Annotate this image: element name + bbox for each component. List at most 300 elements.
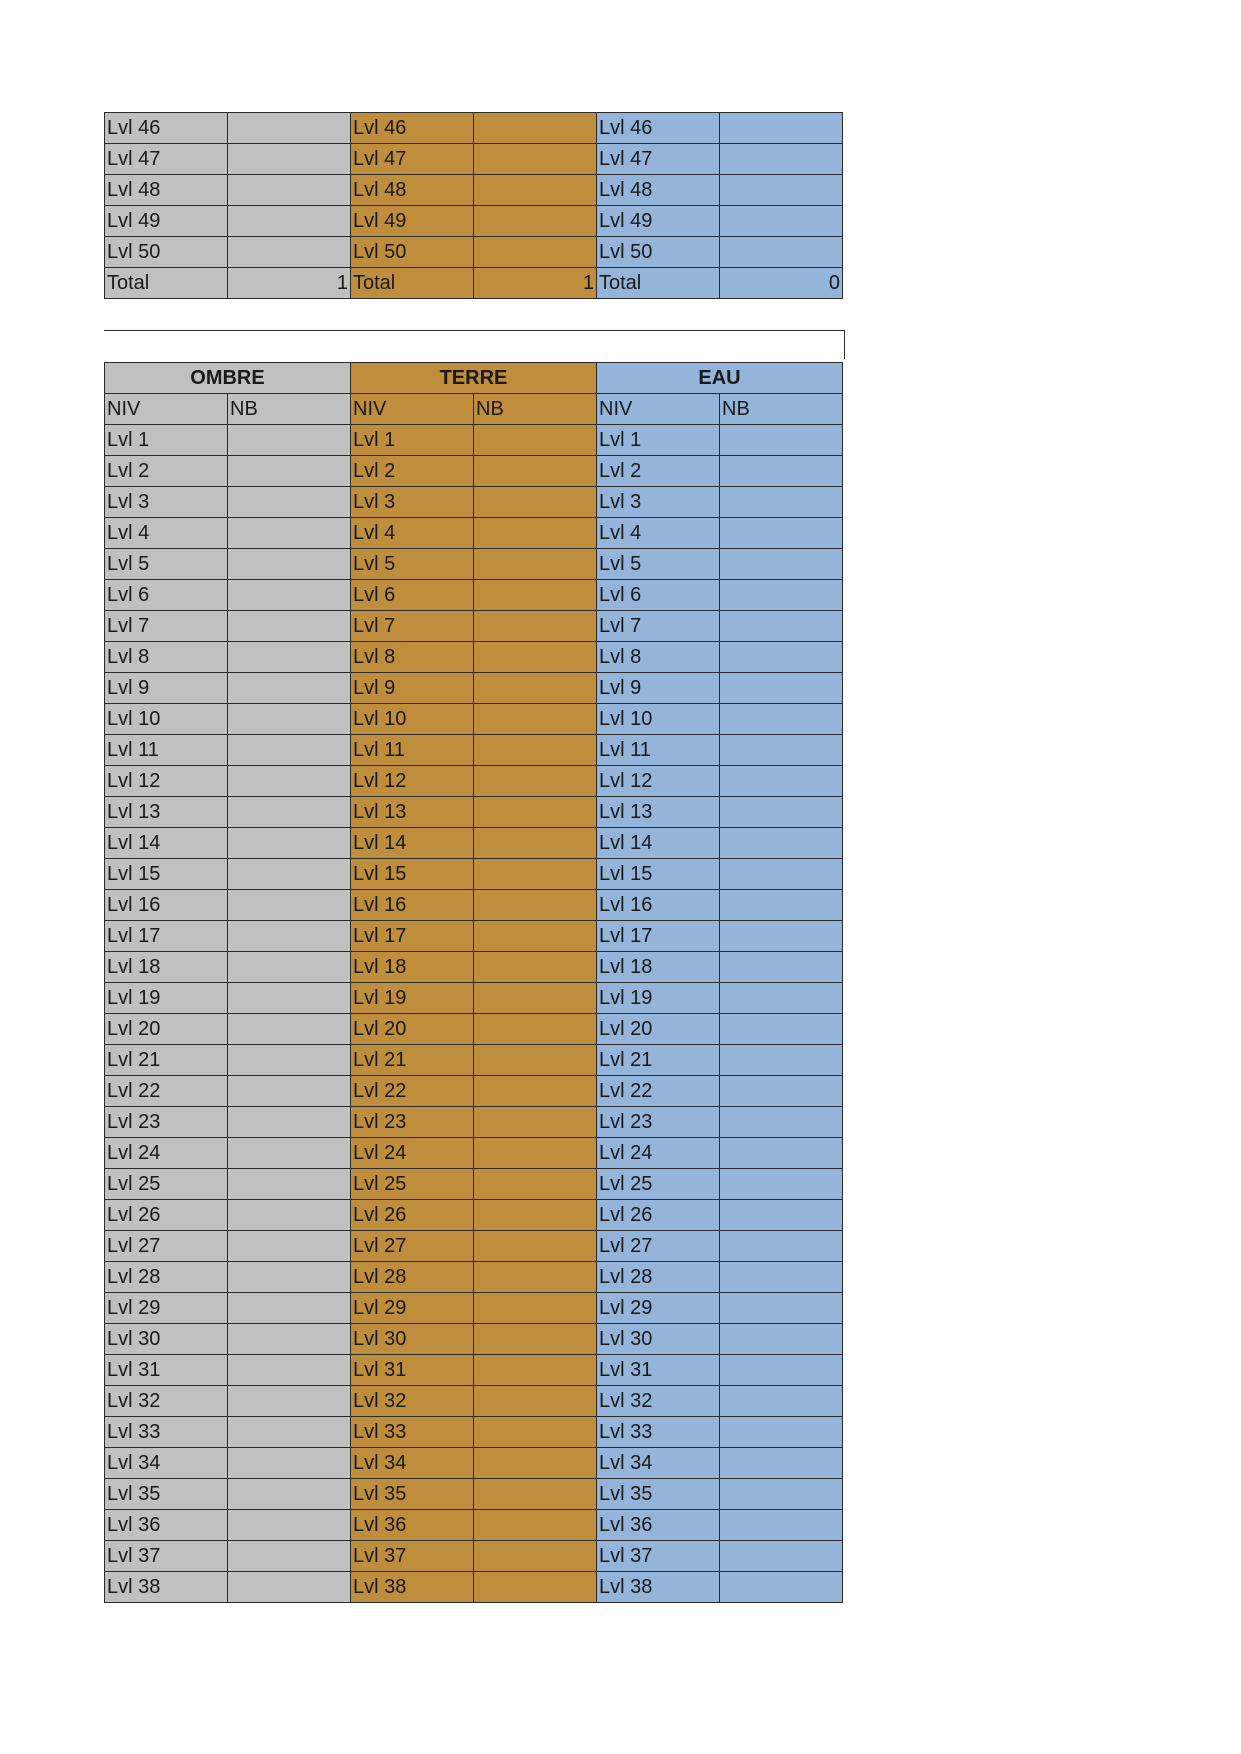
terre-nb-cell[interactable] (474, 1324, 597, 1355)
eau-niv-cell[interactable]: Lvl 33 (597, 1417, 720, 1448)
terre-niv-cell[interactable]: Lvl 35 (351, 1479, 474, 1510)
terre-niv-cell[interactable]: Lvl 11 (351, 735, 474, 766)
ombre-nb-cell[interactable] (228, 952, 351, 983)
terre-nb-cell[interactable] (474, 456, 597, 487)
ombre-nb-cell[interactable] (228, 425, 351, 456)
eau-niv-cell[interactable]: Lvl 1 (597, 425, 720, 456)
terre-niv-cell[interactable]: Lvl 27 (351, 1231, 474, 1262)
ombre-niv-cell[interactable]: Lvl 32 (105, 1386, 228, 1417)
eau-nb-cell[interactable] (720, 113, 843, 144)
terre-niv-header: NIV (351, 394, 474, 425)
group-header-terre: TERRE (351, 363, 597, 394)
terre-niv-cell[interactable]: Lvl 2 (351, 456, 474, 487)
eau-niv-cell[interactable]: Lvl 8 (597, 642, 720, 673)
ombre-nb-cell[interactable] (228, 1324, 351, 1355)
ombre-niv-cell[interactable]: Lvl 23 (105, 1107, 228, 1138)
terre-nb-cell[interactable] (474, 487, 597, 518)
terre-nb-cell[interactable] (474, 859, 597, 890)
ombre-nb-cell[interactable] (228, 797, 351, 828)
eau-niv-cell[interactable]: Lvl 38 (597, 1572, 720, 1603)
eau-nb-cell[interactable] (720, 797, 843, 828)
ombre-nb-cell[interactable] (228, 766, 351, 797)
terre-niv-cell[interactable]: Lvl 5 (351, 549, 474, 580)
terre-nb-cell[interactable] (474, 766, 597, 797)
eau-niv-cell[interactable]: Lvl 12 (597, 766, 720, 797)
table-row (105, 1510, 843, 1541)
eau-nb-cell[interactable] (720, 766, 843, 797)
terre-nb-cell[interactable] (474, 144, 597, 175)
terre-nb-cell[interactable] (474, 797, 597, 828)
eau-nb-cell[interactable] (720, 1479, 843, 1510)
eau-niv-cell[interactable]: Lvl 29 (597, 1293, 720, 1324)
group-header-ombre: OMBRE (105, 363, 351, 394)
ombre-nb-cell[interactable] (228, 1293, 351, 1324)
eau-nb-cell[interactable] (720, 921, 843, 952)
ombre-niv-cell[interactable]: Lvl 50 (105, 237, 228, 268)
eau-nb-cell[interactable] (720, 1138, 843, 1169)
terre-nb-cell[interactable] (474, 549, 597, 580)
table-row (105, 456, 843, 487)
terre-niv-cell[interactable]: Lvl 26 (351, 1200, 474, 1231)
terre-nb-cell[interactable] (474, 611, 597, 642)
table-row (105, 859, 843, 890)
ombre-nb-cell[interactable] (228, 237, 351, 268)
eau-nb-cell[interactable] (720, 1448, 843, 1479)
eau-niv-cell[interactable]: Lvl 15 (597, 859, 720, 890)
eau-nb-cell[interactable] (720, 206, 843, 237)
eau-niv-cell[interactable]: Lvl 48 (597, 175, 720, 206)
terre-nb-cell[interactable] (474, 1510, 597, 1541)
table-row (105, 487, 843, 518)
eau-niv-cell[interactable]: Lvl 18 (597, 952, 720, 983)
eau-nb-cell[interactable] (720, 1541, 843, 1572)
ombre-nb-cell[interactable] (228, 735, 351, 766)
terre-nb-cell[interactable] (474, 1107, 597, 1138)
terre-nb-cell[interactable] (474, 1045, 597, 1076)
terre-niv-cell[interactable]: Lvl 48 (351, 175, 474, 206)
terre-niv-cell[interactable]: Lvl 34 (351, 1448, 474, 1479)
terre-niv-cell[interactable]: Lvl 38 (351, 1572, 474, 1603)
ombre-nb-cell[interactable] (228, 175, 351, 206)
ombre-niv-cell[interactable]: Lvl 29 (105, 1293, 228, 1324)
terre-niv-cell[interactable]: Lvl 3 (351, 487, 474, 518)
table-row (105, 797, 843, 828)
table-row (105, 611, 843, 642)
terre-niv-cell[interactable]: Lvl 47 (351, 144, 474, 175)
terre-niv-cell[interactable]: Lvl 18 (351, 952, 474, 983)
terre-niv-cell[interactable]: Lvl 23 (351, 1107, 474, 1138)
eau-niv-cell[interactable]: Lvl 17 (597, 921, 720, 952)
ombre-nb-cell[interactable]: 1 (228, 268, 351, 299)
terre-nb-cell[interactable] (474, 1386, 597, 1417)
eau-niv-cell[interactable]: Lvl 30 (597, 1324, 720, 1355)
eau-niv-cell[interactable]: Lvl 16 (597, 890, 720, 921)
table-row (105, 1417, 843, 1448)
ombre-nb-cell[interactable] (228, 1169, 351, 1200)
terre-niv-cell[interactable]: Lvl 20 (351, 1014, 474, 1045)
terre-niv-cell[interactable]: Lvl 9 (351, 673, 474, 704)
ombre-nb-cell[interactable] (228, 1572, 351, 1603)
ombre-nb-cell[interactable] (228, 549, 351, 580)
terre-nb-cell[interactable] (474, 518, 597, 549)
ombre-niv-cell[interactable]: Lvl 18 (105, 952, 228, 983)
terre-nb-cell[interactable] (474, 890, 597, 921)
ombre-niv-cell[interactable]: Lvl 6 (105, 580, 228, 611)
ombre-niv-cell[interactable]: Lvl 1 (105, 425, 228, 456)
ombre-niv-cell[interactable]: Lvl 2 (105, 456, 228, 487)
ombre-niv-cell[interactable]: Lvl 38 (105, 1572, 228, 1603)
eau-niv-cell[interactable]: Lvl 47 (597, 144, 720, 175)
table-row (105, 673, 843, 704)
terre-niv-cell[interactable]: Lvl 12 (351, 766, 474, 797)
eau-nb-cell[interactable] (720, 1293, 843, 1324)
ombre-niv-cell[interactable]: Lvl 4 (105, 518, 228, 549)
ombre-nb-cell[interactable] (228, 580, 351, 611)
eau-nb-cell[interactable] (720, 1386, 843, 1417)
ombre-niv-cell[interactable]: Lvl 17 (105, 921, 228, 952)
ombre-niv-cell[interactable]: Lvl 15 (105, 859, 228, 890)
eau-nb-cell[interactable] (720, 144, 843, 175)
table-row (105, 766, 843, 797)
terre-niv-cell[interactable]: Lvl 8 (351, 642, 474, 673)
terre-niv-cell[interactable]: Lvl 49 (351, 206, 474, 237)
ombre-nb-cell[interactable] (228, 921, 351, 952)
ombre-niv-cell[interactable]: Lvl 20 (105, 1014, 228, 1045)
terre-nb-cell[interactable] (474, 921, 597, 952)
table-row (105, 952, 843, 983)
ombre-niv-cell[interactable]: Lvl 10 (105, 704, 228, 735)
eau-nb-cell[interactable] (720, 1572, 843, 1603)
eau-niv-cell[interactable]: Lvl 9 (597, 673, 720, 704)
ombre-niv-cell[interactable]: Lvl 27 (105, 1231, 228, 1262)
ombre-nb-cell[interactable] (228, 487, 351, 518)
terre-niv-cell[interactable]: Lvl 46 (351, 113, 474, 144)
table-row (105, 1541, 843, 1572)
eau-nb-cell[interactable] (720, 1417, 843, 1448)
eau-niv-cell[interactable]: Lvl 3 (597, 487, 720, 518)
ombre-nb-cell[interactable] (228, 1355, 351, 1386)
section-divider (104, 330, 845, 359)
ombre-niv-cell[interactable]: Lvl 3 (105, 487, 228, 518)
ombre-niv-cell[interactable]: Lvl 26 (105, 1200, 228, 1231)
terre-niv-cell[interactable]: Lvl 15 (351, 859, 474, 890)
eau-nb-header: NB (720, 394, 843, 425)
ombre-niv-cell[interactable]: Lvl 33 (105, 1417, 228, 1448)
terre-niv-cell[interactable]: Lvl 19 (351, 983, 474, 1014)
eau-niv-cell[interactable]: Lvl 35 (597, 1479, 720, 1510)
table-row (105, 1355, 843, 1386)
ombre-niv-cell[interactable]: Lvl 36 (105, 1510, 228, 1541)
ombre-nb-cell[interactable] (228, 1262, 351, 1293)
table-row (105, 1138, 843, 1169)
ombre-nb-cell[interactable] (228, 890, 351, 921)
ombre-nb-cell[interactable] (228, 1107, 351, 1138)
ombre-niv-cell[interactable]: Lvl 46 (105, 113, 228, 144)
terre-nb-cell[interactable] (474, 642, 597, 673)
ombre-nb-cell[interactable] (228, 1200, 351, 1231)
ombre-niv-cell[interactable]: Lvl 37 (105, 1541, 228, 1572)
terre-nb-cell[interactable] (474, 175, 597, 206)
table-row (105, 1045, 843, 1076)
terre-niv-cell[interactable]: Lvl 7 (351, 611, 474, 642)
terre-niv-cell[interactable]: Lvl 30 (351, 1324, 474, 1355)
eau-niv-cell[interactable]: Lvl 37 (597, 1541, 720, 1572)
terre-nb-cell[interactable] (474, 1138, 597, 1169)
ombre-nb-cell[interactable] (228, 1479, 351, 1510)
ombre-nb-cell[interactable] (228, 1448, 351, 1479)
eau-niv-cell[interactable]: Lvl 26 (597, 1200, 720, 1231)
terre-niv-cell[interactable]: Lvl 1 (351, 425, 474, 456)
terre-nb-cell[interactable] (474, 1479, 597, 1510)
ombre-niv-cell[interactable]: Lvl 30 (105, 1324, 228, 1355)
eau-nb-cell[interactable] (720, 828, 843, 859)
table-row (105, 1479, 843, 1510)
eau-niv-cell[interactable]: Lvl 23 (597, 1107, 720, 1138)
eau-nb-cell[interactable] (720, 735, 843, 766)
eau-nb-cell[interactable] (720, 456, 843, 487)
eau-nb-cell[interactable]: 0 (720, 268, 843, 299)
terre-nb-cell[interactable] (474, 113, 597, 144)
ombre-niv-cell[interactable]: Lvl 19 (105, 983, 228, 1014)
terre-niv-cell[interactable]: Lvl 4 (351, 518, 474, 549)
eau-niv-cell[interactable]: Total (597, 268, 720, 299)
eau-nb-cell[interactable] (720, 1045, 843, 1076)
terre-niv-cell[interactable]: Lvl 50 (351, 237, 474, 268)
ombre-nb-cell[interactable] (228, 1045, 351, 1076)
terre-nb-cell[interactable] (474, 828, 597, 859)
ombre-nb-cell[interactable] (228, 1076, 351, 1107)
terre-niv-cell[interactable]: Lvl 36 (351, 1510, 474, 1541)
table-row (105, 735, 843, 766)
eau-niv-cell[interactable]: Lvl 19 (597, 983, 720, 1014)
ombre-nb-cell[interactable] (228, 704, 351, 735)
ombre-niv-cell[interactable]: Lvl 48 (105, 175, 228, 206)
terre-nb-cell[interactable] (474, 206, 597, 237)
ombre-nb-cell[interactable] (228, 1417, 351, 1448)
ombre-nb-cell[interactable] (228, 983, 351, 1014)
eau-nb-cell[interactable] (720, 175, 843, 206)
ombre-niv-cell[interactable]: Lvl 12 (105, 766, 228, 797)
table-row (105, 642, 843, 673)
ombre-niv-cell[interactable]: Total (105, 268, 228, 299)
ombre-nb-cell[interactable] (228, 642, 351, 673)
ombre-niv-cell[interactable]: Lvl 24 (105, 1138, 228, 1169)
terre-niv-cell[interactable]: Total (351, 268, 474, 299)
terre-niv-cell[interactable]: Lvl 16 (351, 890, 474, 921)
eau-niv-cell[interactable]: Lvl 50 (597, 237, 720, 268)
terre-nb-cell[interactable] (474, 983, 597, 1014)
eau-niv-cell[interactable]: Lvl 2 (597, 456, 720, 487)
terre-nb-cell[interactable] (474, 1417, 597, 1448)
eau-niv-cell[interactable]: Lvl 22 (597, 1076, 720, 1107)
eau-nb-cell[interactable] (720, 1355, 843, 1386)
eau-niv-cell[interactable]: Lvl 13 (597, 797, 720, 828)
terre-niv-cell[interactable]: Lvl 32 (351, 1386, 474, 1417)
terre-niv-cell[interactable]: Lvl 21 (351, 1045, 474, 1076)
eau-nb-cell[interactable] (720, 642, 843, 673)
eau-niv-cell[interactable]: Lvl 28 (597, 1262, 720, 1293)
eau-niv-cell[interactable]: Lvl 24 (597, 1138, 720, 1169)
eau-nb-cell[interactable] (720, 425, 843, 456)
terre-nb-cell[interactable] (474, 425, 597, 456)
ombre-nb-cell[interactable] (228, 456, 351, 487)
terre-nb-header: NB (474, 394, 597, 425)
ombre-niv-cell[interactable]: Lvl 11 (105, 735, 228, 766)
eau-nb-cell[interactable] (720, 1169, 843, 1200)
terre-niv-cell[interactable]: Lvl 31 (351, 1355, 474, 1386)
terre-nb-cell[interactable] (474, 1076, 597, 1107)
eau-niv-cell[interactable]: Lvl 34 (597, 1448, 720, 1479)
eau-nb-cell[interactable] (720, 1262, 843, 1293)
ombre-nb-cell[interactable] (228, 113, 351, 144)
eau-niv-cell[interactable]: Lvl 31 (597, 1355, 720, 1386)
eau-niv-cell[interactable]: Lvl 27 (597, 1231, 720, 1262)
ombre-nb-cell[interactable] (228, 673, 351, 704)
ombre-niv-cell[interactable]: Lvl 34 (105, 1448, 228, 1479)
eau-niv-cell[interactable]: Lvl 25 (597, 1169, 720, 1200)
eau-nb-cell[interactable] (720, 1231, 843, 1262)
eau-nb-cell[interactable] (720, 1200, 843, 1231)
ombre-nb-cell[interactable] (228, 828, 351, 859)
terre-nb-cell[interactable] (474, 952, 597, 983)
terre-nb-cell[interactable] (474, 1448, 597, 1479)
ombre-nb-cell[interactable] (228, 1014, 351, 1045)
table-row (105, 1076, 843, 1107)
terre-niv-cell[interactable]: Lvl 28 (351, 1262, 474, 1293)
terre-niv-cell[interactable]: Lvl 6 (351, 580, 474, 611)
table-row (105, 1324, 843, 1355)
eau-niv-cell[interactable]: Lvl 5 (597, 549, 720, 580)
ombre-niv-cell[interactable]: Lvl 14 (105, 828, 228, 859)
terre-nb-cell[interactable] (474, 704, 597, 735)
terre-niv-cell[interactable]: Lvl 29 (351, 1293, 474, 1324)
terre-nb-cell[interactable] (474, 1572, 597, 1603)
eau-niv-cell[interactable]: Lvl 46 (597, 113, 720, 144)
eau-niv-cell[interactable]: Lvl 6 (597, 580, 720, 611)
eau-nb-cell[interactable] (720, 1107, 843, 1138)
terre-nb-cell[interactable] (474, 1200, 597, 1231)
eau-niv-cell[interactable]: Lvl 10 (597, 704, 720, 735)
ombre-nb-cell[interactable] (228, 518, 351, 549)
terre-niv-cell[interactable]: Lvl 33 (351, 1417, 474, 1448)
ombre-niv-cell[interactable]: Lvl 31 (105, 1355, 228, 1386)
ombre-niv-cell[interactable]: Lvl 25 (105, 1169, 228, 1200)
eau-niv-cell[interactable]: Lvl 14 (597, 828, 720, 859)
ombre-niv-cell[interactable]: Lvl 21 (105, 1045, 228, 1076)
ombre-niv-cell[interactable]: Lvl 16 (105, 890, 228, 921)
ombre-nb-cell[interactable] (228, 1231, 351, 1262)
terre-niv-cell[interactable]: Lvl 14 (351, 828, 474, 859)
table-row (105, 1572, 843, 1603)
table-row (105, 1169, 843, 1200)
terre-niv-cell[interactable]: Lvl 24 (351, 1138, 474, 1169)
eau-niv-cell[interactable]: Lvl 49 (597, 206, 720, 237)
eau-nb-cell[interactable] (720, 549, 843, 580)
eau-niv-cell[interactable]: Lvl 11 (597, 735, 720, 766)
ombre-nb-cell[interactable] (228, 1541, 351, 1572)
terre-nb-cell[interactable] (474, 735, 597, 766)
table-row (105, 1386, 843, 1417)
eau-niv-cell[interactable]: Lvl 32 (597, 1386, 720, 1417)
terre-niv-cell[interactable]: Lvl 17 (351, 921, 474, 952)
table-row (105, 1293, 843, 1324)
terre-nb-cell[interactable]: 1 (474, 268, 597, 299)
eau-niv-cell[interactable]: Lvl 21 (597, 1045, 720, 1076)
ombre-niv-cell[interactable]: Lvl 7 (105, 611, 228, 642)
table-row (105, 1448, 843, 1479)
terre-nb-cell[interactable] (474, 1169, 597, 1200)
eau-nb-cell[interactable] (720, 237, 843, 268)
table-row (105, 983, 843, 1014)
eau-nb-cell[interactable] (720, 859, 843, 890)
ombre-niv-cell[interactable]: Lvl 8 (105, 642, 228, 673)
table-row (105, 175, 843, 206)
ombre-niv-cell[interactable]: Lvl 22 (105, 1076, 228, 1107)
terre-niv-cell[interactable]: Lvl 13 (351, 797, 474, 828)
ombre-nb-cell[interactable] (228, 1386, 351, 1417)
terre-nb-cell[interactable] (474, 1355, 597, 1386)
eau-niv-cell[interactable]: Lvl 36 (597, 1510, 720, 1541)
ombre-nb-cell[interactable] (228, 1510, 351, 1541)
eau-nb-cell[interactable] (720, 487, 843, 518)
terre-nb-cell[interactable] (474, 1293, 597, 1324)
ombre-niv-cell[interactable]: Lvl 28 (105, 1262, 228, 1293)
eau-nb-cell[interactable] (720, 1324, 843, 1355)
eau-nb-cell[interactable] (720, 704, 843, 735)
ombre-niv-cell[interactable]: Lvl 47 (105, 144, 228, 175)
terre-nb-cell[interactable] (474, 1541, 597, 1572)
ombre-niv-cell[interactable]: Lvl 5 (105, 549, 228, 580)
table-row (105, 549, 843, 580)
eau-niv-cell[interactable]: Lvl 7 (597, 611, 720, 642)
table-row (105, 518, 843, 549)
ombre-niv-cell[interactable]: Lvl 9 (105, 673, 228, 704)
top-level-table (104, 112, 843, 299)
eau-nb-cell[interactable] (720, 890, 843, 921)
eau-nb-cell[interactable] (720, 1076, 843, 1107)
eau-nb-cell[interactable] (720, 673, 843, 704)
eau-nb-cell[interactable] (720, 518, 843, 549)
terre-nb-cell[interactable] (474, 1262, 597, 1293)
terre-niv-cell[interactable]: Lvl 37 (351, 1541, 474, 1572)
ombre-nb-cell[interactable] (228, 1138, 351, 1169)
eau-niv-cell[interactable]: Lvl 20 (597, 1014, 720, 1045)
terre-nb-cell[interactable] (474, 673, 597, 704)
eau-niv-cell[interactable]: Lvl 4 (597, 518, 720, 549)
eau-nb-cell[interactable] (720, 983, 843, 1014)
ombre-nb-cell[interactable] (228, 206, 351, 237)
terre-niv-cell[interactable]: Lvl 10 (351, 704, 474, 735)
eau-nb-cell[interactable] (720, 1510, 843, 1541)
ombre-nb-cell[interactable] (228, 144, 351, 175)
eau-nb-cell[interactable] (720, 611, 843, 642)
ombre-niv-cell[interactable]: Lvl 49 (105, 206, 228, 237)
ombre-niv-cell[interactable]: Lvl 13 (105, 797, 228, 828)
ombre-niv-cell[interactable]: Lvl 35 (105, 1479, 228, 1510)
ombre-nb-cell[interactable] (228, 859, 351, 890)
terre-nb-cell[interactable] (474, 1231, 597, 1262)
terre-nb-cell[interactable] (474, 237, 597, 268)
ombre-nb-header: NB (228, 394, 351, 425)
terre-niv-cell[interactable]: Lvl 22 (351, 1076, 474, 1107)
eau-nb-cell[interactable] (720, 580, 843, 611)
eau-nb-cell[interactable] (720, 1014, 843, 1045)
terre-niv-cell[interactable]: Lvl 25 (351, 1169, 474, 1200)
eau-nb-cell[interactable] (720, 952, 843, 983)
terre-nb-cell[interactable] (474, 1014, 597, 1045)
terre-nb-cell[interactable] (474, 580, 597, 611)
ombre-nb-cell[interactable] (228, 611, 351, 642)
